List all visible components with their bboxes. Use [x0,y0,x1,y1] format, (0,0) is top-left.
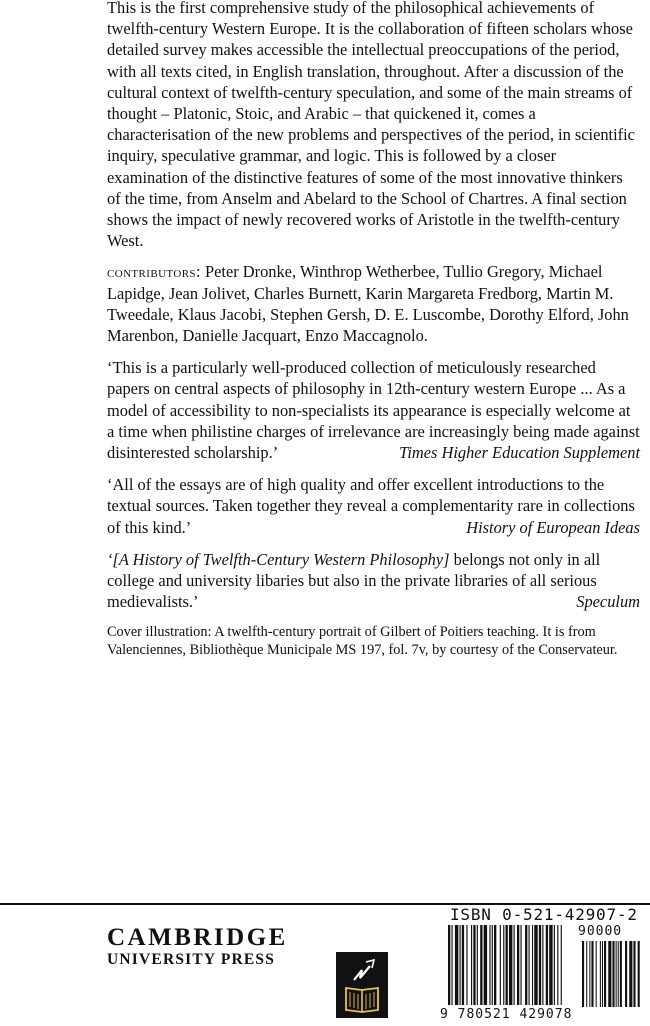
publisher-press: UNIVERSITY PRESS [107,951,276,968]
publisher-logo [107,925,288,969]
publisher-name: CAMBRIDGE [107,924,288,951]
review-quote [107,474,640,538]
review-source: History of European Ideas [466,517,640,537]
barcode-digits: 9 780521 429078 [440,1007,573,1022]
review-source: Times Higher Education Supplement [399,443,640,463]
review-text: belongs not only in all college and university libaries but also in the private libraries of all serious medievalists.’ [107,549,601,612]
contributors-names: Peter Dronke, Winthrop Wetherbee, Tullio Gregory, Michael Lapidge, Jean Jolivet, Charles Burnett, Karin Margareta Fredborg, Martin M. Tweedale, Klaus Jacobi, Stephen Gersh, D. E. Luscombe, Dorothy Elford, John Marenbon, Danielle Jacquart, Enzo Maccagnolo. [107,262,629,346]
cover-illustration-note: Cover illustration: A twelfth-century portrait of Gilbert of Poitiers teaching. It is from Valenciennes, Bibliothèque Municipale MS 197, fol. 7v, by courtesy of the Conservateur. [107,624,618,659]
contributors-label: contributors: [107,262,201,282]
review-source: Speculum [576,592,640,612]
review-book-title: ‘[A History of Twelfth-Century Western Philosophy] [107,549,450,569]
book-emblem-icon [336,952,388,1018]
review-quote [107,357,640,463]
book-description: This is the first comprehensive study of the philosophical achievements of twelfth-century Western Europe. It is the collaboration of fifteen scholars whose detailed survey makes accessible the intellectual preoccupations of the period, with all texts cited, in English translation, throughout. After a discussion of the cultural context of twelfth-century speculation, and some of the main streams of thought – Platonic, Stoic, and Arabic – that quickened it, comes a characterisation of the new problems and perspectives of the period, in scientific inquiry, speculative grammar, and logic. This is followed by a closer examination of the distinctive features of some of the most innovative thinkers of the time, from Anselm and Abelard to the School of Chartres. A final section shows the impact of newly recovered works of Aristotle in the twelfth-century West. [107,0,635,251]
isbn-label: ISBN 0-521-42907-2 [450,905,638,924]
contributors-paragraph [107,261,640,346]
review-text: ‘This is a particularly well-produced collection of meticulously researched papers on central aspects of philosophy in 12th-century western Europe ... As a model of accessibility to non-specialists its appearance is especially welcome at a time when philistine charges of irrelevance are increasingly being made against disinterested scholarship.’ [107,358,640,463]
back-cover-text [107,0,640,660]
review-text: ‘All of the essays are of high quality and offer excellent introductions to the textual sources. Taken together they reveal a complementarity rare in collections of this kind.’ [107,475,635,537]
publisher-bar [0,903,650,1026]
barcode-addon-digits: 90000 [578,924,623,939]
review-quote [107,549,640,613]
